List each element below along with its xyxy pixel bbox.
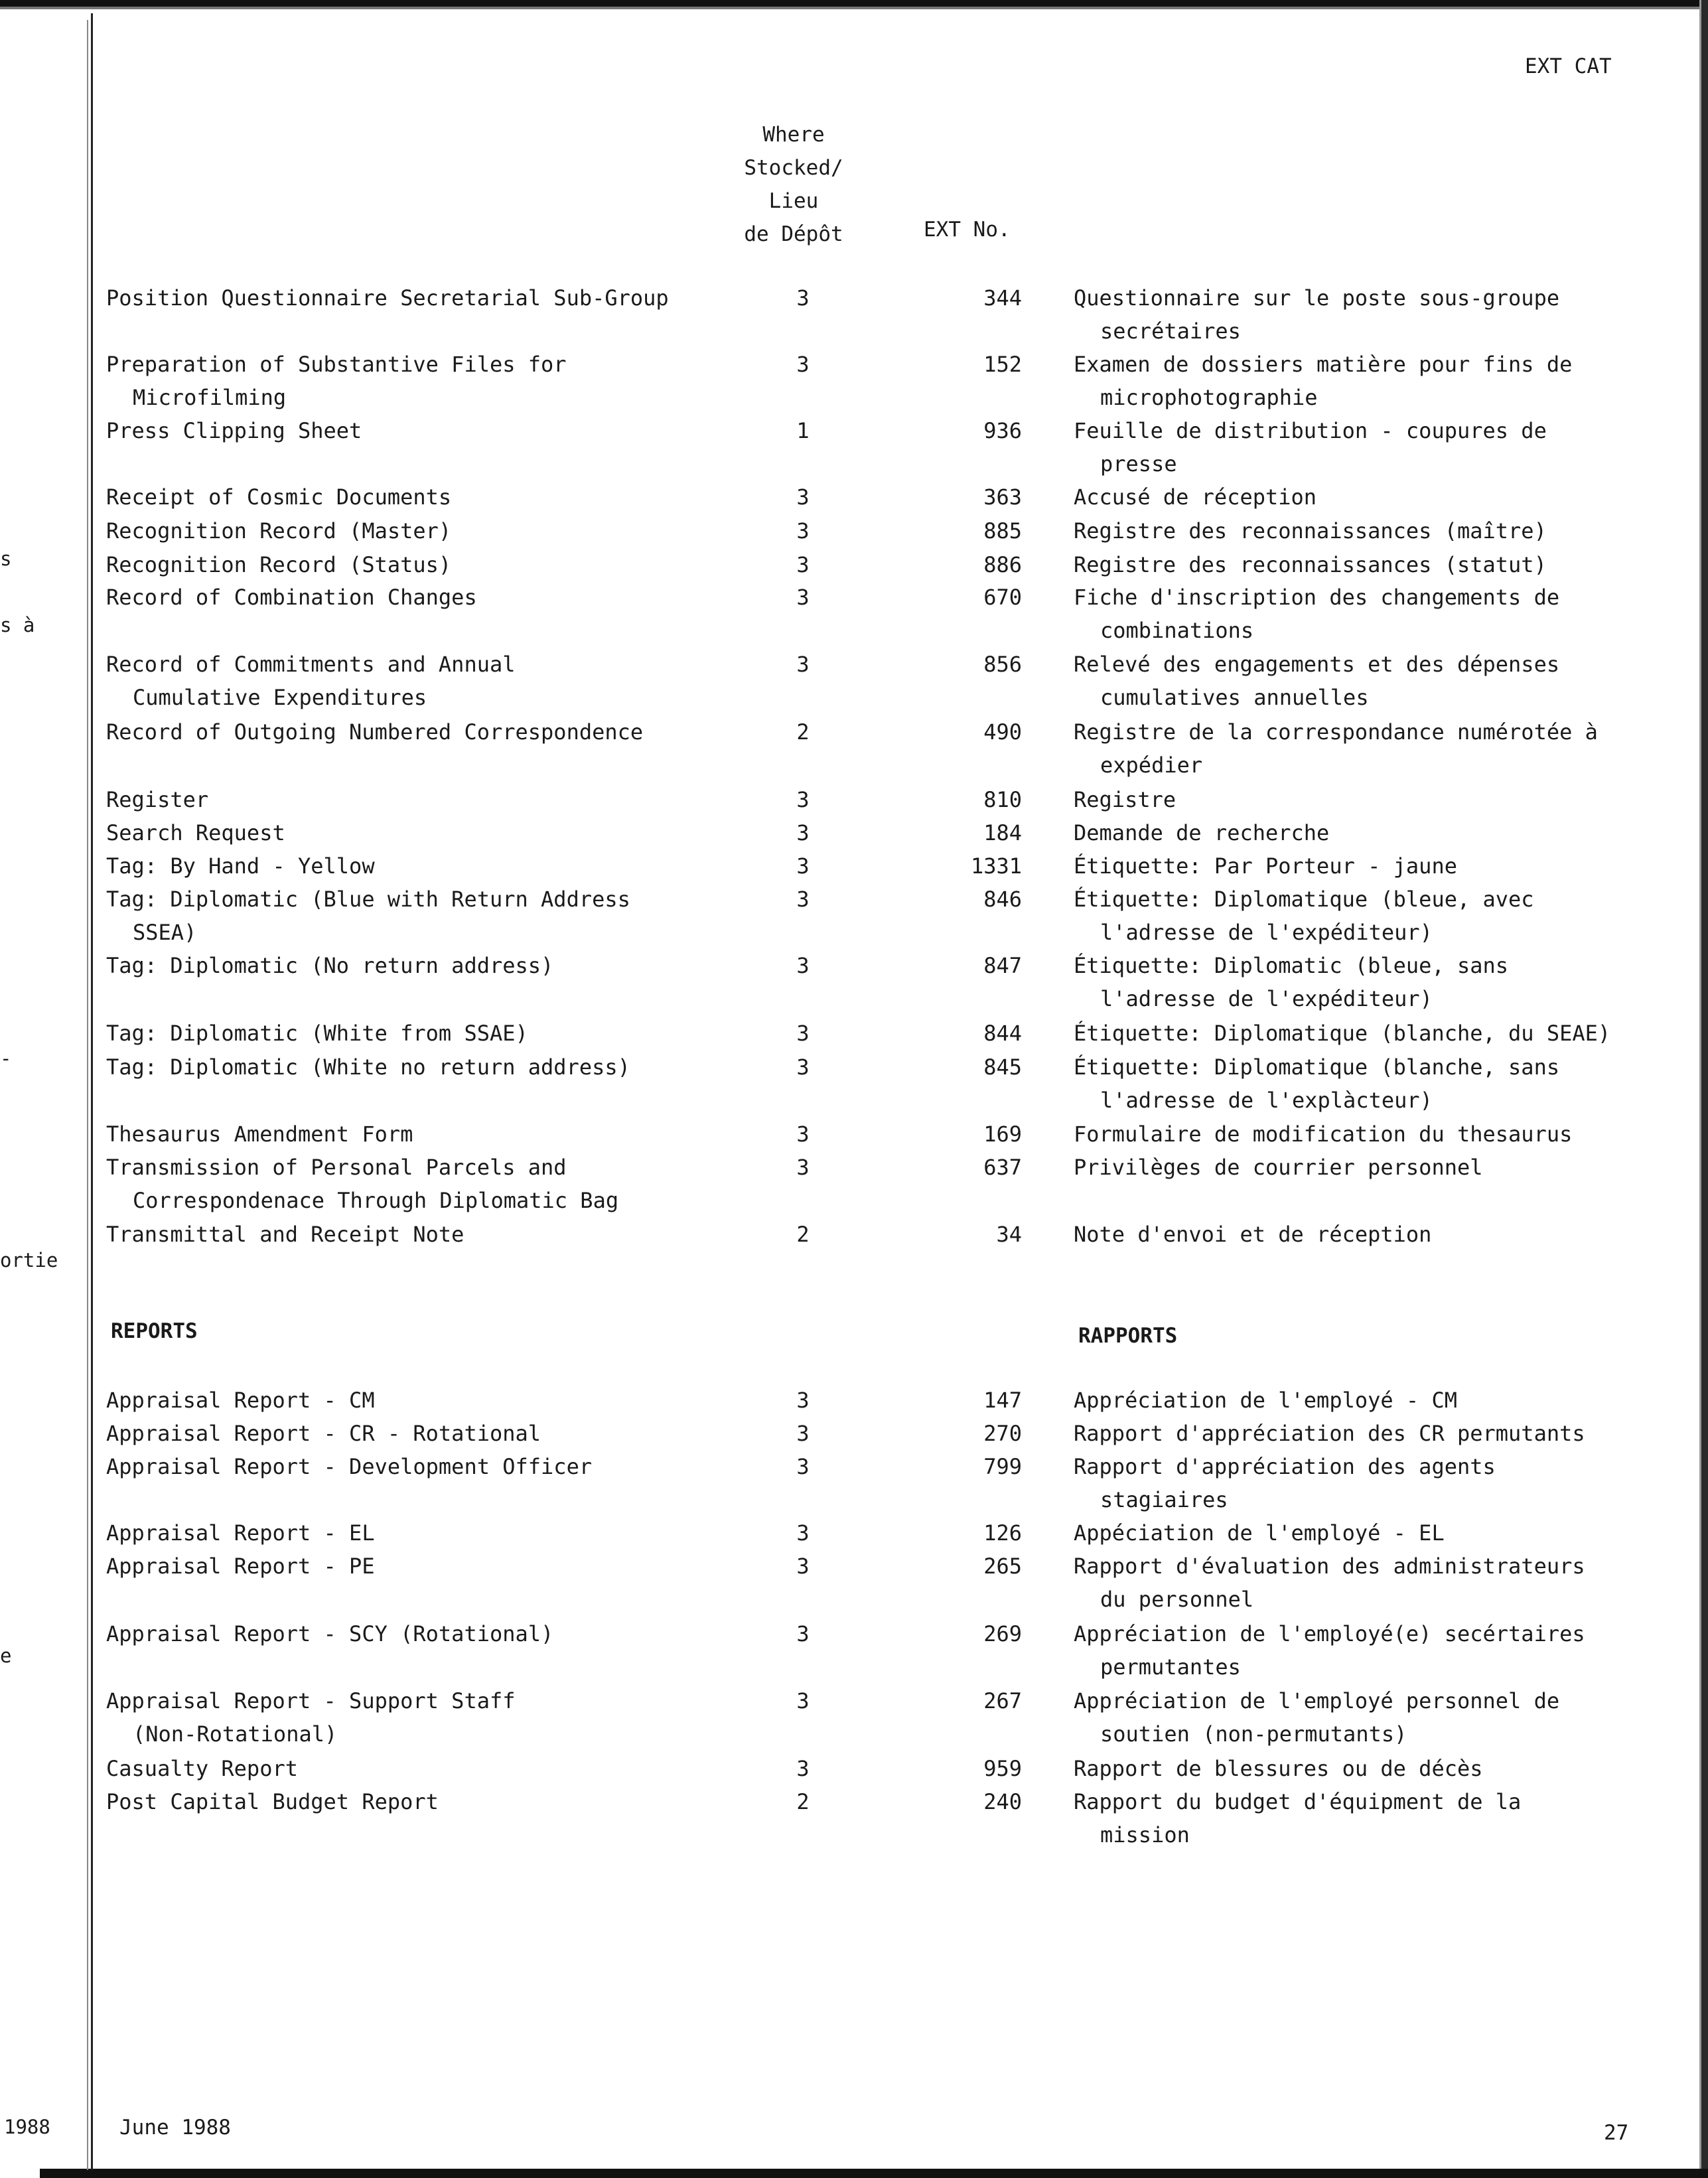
french-title [1074,1684,1671,1751]
english-title-line: Record of Outgoing Numbered Correspondence [106,719,644,745]
french-title-line: Registre [1074,787,1176,812]
french-title-line: combinations [1100,618,1254,643]
english-title-line: Register [106,787,209,812]
english-title-line: Appraisal Report - CR - Rotational [106,1421,541,1446]
french-title [1074,783,1671,816]
ext-number-cell: 847 [983,953,1022,978]
french-title-line: soutien (non-permutants) [1100,1721,1407,1747]
english-title [106,883,717,949]
page-number: 27 [1604,2121,1629,2145]
french-title-line: Registre des reconnaissances (maître) [1074,518,1547,544]
french-title-line: Formulaire de modification du thesaurus [1074,1122,1573,1147]
english-title-line: Tag: Diplomatic (No return address) [106,953,554,978]
french-title [1074,648,1671,714]
english-title [106,949,717,982]
english-title [106,514,717,547]
english-title [106,1516,717,1550]
french-title-line: Appréciation de l'employé personnel de [1074,1688,1560,1713]
french-title-line: microphotographie [1100,385,1318,410]
column-header-ext-no: EXT No. [924,218,1011,242]
english-title [106,1785,717,1818]
ext-number-cell: 1331 [970,853,1022,879]
english-title [106,1417,717,1450]
ext-number-cell: 363 [983,484,1022,510]
english-title-line: Press Clipping Sheet [106,418,362,443]
edge-fragment: - [0,1047,12,1070]
french-title-line: secrétaires [1100,319,1241,344]
french-title-line: permutantes [1100,1654,1241,1680]
english-title [106,648,717,714]
french-title-line: Feuille de distribution - coupures de [1074,418,1547,443]
french-title-line: stagiaires [1100,1487,1228,1512]
where-stocked-cell: 3 [796,518,810,544]
column-header-line: Lieu [768,189,819,213]
english-title-line: Recognition Record (Status) [106,552,452,577]
english-title-line: Search Request [106,820,285,845]
french-title-line: Questionnaire sur le poste sous-groupe [1074,285,1560,311]
scan-edge-right-inner [1699,0,1701,2178]
scan-edge-bottom [40,2169,1708,2178]
french-title-line: Relevé des engagements et des dépenses [1074,652,1560,677]
ext-number-cell: 845 [983,1054,1022,1080]
french-title [1074,1218,1671,1251]
french-title-line: Étiquette: Diplomatique (blanche, sans [1074,1054,1560,1080]
where-stocked-cell: 3 [796,1054,810,1080]
english-title [106,816,717,849]
where-stocked-cell: 2 [796,1222,810,1247]
ext-number-cell: 846 [983,887,1022,912]
english-title-line: Correspondenace Through Diplomatic Bag [133,1188,619,1213]
where-stocked-cell: 3 [796,1688,810,1713]
french-title-line: Registre de la correspondance numérotée à [1074,719,1598,745]
english-title-line: Record of Combination Changes [106,585,477,610]
binding-margin-shadow [87,20,88,2170]
french-title-line: Fiche d'inscription des changements de [1074,585,1560,610]
french-title-line: Examen de dossiers matière pour fins de [1074,352,1573,377]
english-title-line: Microfilming [133,385,287,410]
where-stocked-cell: 3 [796,1621,810,1646]
french-title [1074,1417,1671,1450]
ext-number-cell: 147 [983,1388,1022,1413]
french-title-line: Étiquette: Diplomatique (bleue, avec [1074,887,1534,912]
french-title [1074,816,1671,849]
english-title-line: Transmittal and Receipt Note [106,1222,464,1247]
ext-number-cell: 269 [983,1621,1022,1646]
french-title-line: du personnel [1100,1587,1254,1612]
ext-number-cell: 240 [983,1789,1022,1814]
column-header-where-stocked [729,118,859,251]
binding-margin-line [91,13,93,2170]
french-title-line: Privilèges de courrier personnel [1074,1155,1483,1180]
edge-fragment: s à [0,614,35,636]
english-title-line: Tag: Diplomatic (White from SSAE) [106,1021,528,1046]
column-header-line: de Dépôt [744,222,843,246]
english-title-line: Tag: Diplomatic (Blue with Return Address [106,887,630,912]
french-title-line: Rapport d'appréciation des agents [1074,1454,1496,1479]
french-title [1074,1785,1671,1851]
footer-date: June 1988 [119,2116,231,2140]
column-header-line: Where [762,123,825,147]
ext-number-cell: 670 [983,585,1022,610]
scan-edge-right [1701,0,1708,2178]
ext-number-cell: 344 [983,285,1022,311]
english-title-line: Appraisal Report - Development Officer [106,1454,593,1479]
ext-number-cell: 184 [983,820,1022,845]
where-stocked-cell: 2 [796,1789,810,1814]
ext-number-cell: 34 [996,1222,1022,1247]
french-title-line: Étiquette: Par Porteur - jaune [1074,853,1457,879]
french-title [1074,1516,1671,1550]
french-title-line: Rapport d'évaluation des administrateurs [1074,1554,1585,1579]
english-title-line: Thesaurus Amendment Form [106,1122,413,1147]
ext-number-cell: 490 [983,719,1022,745]
french-title [1074,1384,1671,1417]
ext-number-cell: 267 [983,1688,1022,1713]
french-title [1074,414,1671,480]
french-title [1074,1450,1671,1516]
edge-fragment: ortie [0,1249,58,1271]
french-title-line: Accusé de réception [1074,484,1317,510]
section-title-rapports: RAPPORTS [1078,1324,1178,1348]
where-stocked-cell: 3 [796,1021,810,1046]
french-title-line: Étiquette: Diplomatique (blanche, du SEAE) [1074,1021,1611,1046]
english-title [106,548,717,581]
french-title-line: l'adresse de l'explàcteur) [1100,1088,1433,1113]
english-title-line: Appraisal Report - EL [106,1520,375,1546]
ext-number-cell: 637 [983,1155,1022,1180]
english-title-line: Casualty Report [106,1756,298,1781]
english-title [106,281,717,315]
english-title-line: Appraisal Report - Support Staff [106,1688,516,1713]
ext-number-cell: 936 [983,418,1022,443]
where-stocked-cell: 3 [796,1421,810,1446]
french-title-line: Rapport de blessures ou de décès [1074,1756,1483,1781]
english-title-line: Transmission of Personal Parcels and [106,1155,567,1180]
ext-number-cell: 810 [983,787,1022,812]
french-title [1074,1017,1671,1050]
where-stocked-cell: 3 [796,1388,810,1413]
where-stocked-cell: 3 [796,853,810,879]
ext-number-cell: 152 [983,352,1022,377]
english-title-line: Record of Commitments and Annual [106,652,516,677]
where-stocked-cell: 3 [796,484,810,510]
english-title-line: Appraisal Report - PE [106,1554,375,1579]
french-title [1074,1617,1671,1684]
english-title [106,1684,717,1751]
where-stocked-cell: 3 [796,352,810,377]
where-stocked-cell: 3 [796,1122,810,1147]
catalogue-code: EXT CAT [1525,54,1612,78]
ext-number-cell: 270 [983,1421,1022,1446]
where-stocked-cell: 3 [796,1520,810,1546]
english-title-line: Position Questionnaire Secretarial Sub-Group [106,285,669,311]
english-title [106,1118,717,1151]
english-title-line: Appraisal Report - CM [106,1388,375,1413]
english-title [106,348,717,414]
english-title [106,1017,717,1050]
english-title [106,1450,717,1483]
french-title-line: l'adresse de l'expéditeur) [1100,986,1433,1011]
french-title [1074,949,1671,1015]
english-title [106,480,717,514]
french-title [1074,1151,1671,1184]
french-title [1074,281,1671,348]
ext-number-cell: 856 [983,652,1022,677]
english-title [106,849,717,883]
french-title-line: Appéciation de l'employé - EL [1074,1520,1445,1546]
english-title [106,1617,717,1650]
english-title-line: SSEA) [133,920,197,945]
french-title-line: cumulatives annuelles [1100,685,1369,710]
french-title [1074,548,1671,581]
english-title [106,581,717,614]
where-stocked-cell: 3 [796,1756,810,1781]
ext-number-cell: 885 [983,518,1022,544]
ext-number-cell: 169 [983,1122,1022,1147]
english-title-line: Tag: By Hand - Yellow [106,853,375,879]
where-stocked-cell: 3 [796,1454,810,1479]
english-title-line: Tag: Diplomatic (White no return address) [106,1054,630,1080]
english-title [106,715,717,749]
english-title-line: Receipt of Cosmic Documents [106,484,452,510]
ext-number-cell: 844 [983,1021,1022,1046]
english-title [106,1151,717,1217]
where-stocked-cell: 2 [796,719,810,745]
ext-number-cell: 799 [983,1454,1022,1479]
french-title [1074,715,1671,782]
where-stocked-cell: 3 [796,552,810,577]
where-stocked-cell: 3 [796,1155,810,1180]
french-title-line: expédier [1100,753,1203,778]
english-title [106,1051,717,1084]
french-title-line: Appréciation de l'employé(e) secértaires [1074,1621,1585,1646]
ext-number-cell: 886 [983,552,1022,577]
where-stocked-cell: 3 [796,887,810,912]
french-title [1074,480,1671,514]
english-title-line: Post Capital Budget Report [106,1789,439,1814]
french-title-line: mission [1100,1822,1190,1848]
french-title [1074,348,1671,414]
english-title-line: Cumulative Expenditures [133,685,427,710]
where-stocked-cell: 3 [796,787,810,812]
where-stocked-cell: 3 [796,1554,810,1579]
french-title-line: Note d'envoi et de réception [1074,1222,1432,1247]
english-title [106,1218,717,1251]
french-title [1074,1051,1671,1117]
english-title [106,1752,717,1785]
french-title [1074,849,1671,883]
edge-fragment-year: 1988 [4,2116,50,2138]
english-title-line: Recognition Record (Master) [106,518,452,544]
ext-number-cell: 265 [983,1554,1022,1579]
french-title-line: presse [1100,451,1177,476]
where-stocked-cell: 3 [796,652,810,677]
where-stocked-cell: 3 [796,585,810,610]
english-title-line: Appraisal Report - SCY (Rotational) [106,1621,554,1646]
english-title [106,1384,717,1417]
french-title [1074,1752,1671,1785]
french-title-line: l'adresse de l'expéditeur) [1100,920,1433,945]
french-title-line: Registre des reconnaissances (statut) [1074,552,1547,577]
ext-number-cell: 126 [983,1520,1022,1546]
french-title [1074,883,1671,949]
where-stocked-cell: 3 [796,820,810,845]
scan-edge-top [0,0,1708,7]
where-stocked-cell: 1 [796,418,810,443]
english-title [106,1550,717,1583]
french-title [1074,581,1671,647]
french-title-line: Rapport d'appréciation des CR permutants [1074,1421,1585,1446]
english-title [106,783,717,816]
english-title-line: (Non-Rotational) [133,1721,338,1747]
english-title-line: Preparation of Substantive Files for [106,352,567,377]
french-title [1074,1118,1671,1151]
english-title [106,414,717,447]
column-header-line: Stocked/ [744,156,843,180]
french-title [1074,1550,1671,1616]
edge-fragment: e [0,1644,12,1667]
edge-fragment: s [0,547,12,570]
french-title [1074,514,1671,547]
french-title-line: Demande de recherche [1074,820,1330,845]
scan-edge-top-shadow [0,7,1708,9]
french-title-line: Appréciation de l'employé - CM [1074,1388,1457,1413]
where-stocked-cell: 3 [796,285,810,311]
ext-number-cell: 959 [983,1756,1022,1781]
where-stocked-cell: 3 [796,953,810,978]
french-title-line: Étiquette: Diplomatic (bleue, sans [1074,953,1509,978]
french-title-line: Rapport du budget d'équipment de la [1074,1789,1522,1814]
section-title-reports: REPORTS [111,1319,198,1343]
